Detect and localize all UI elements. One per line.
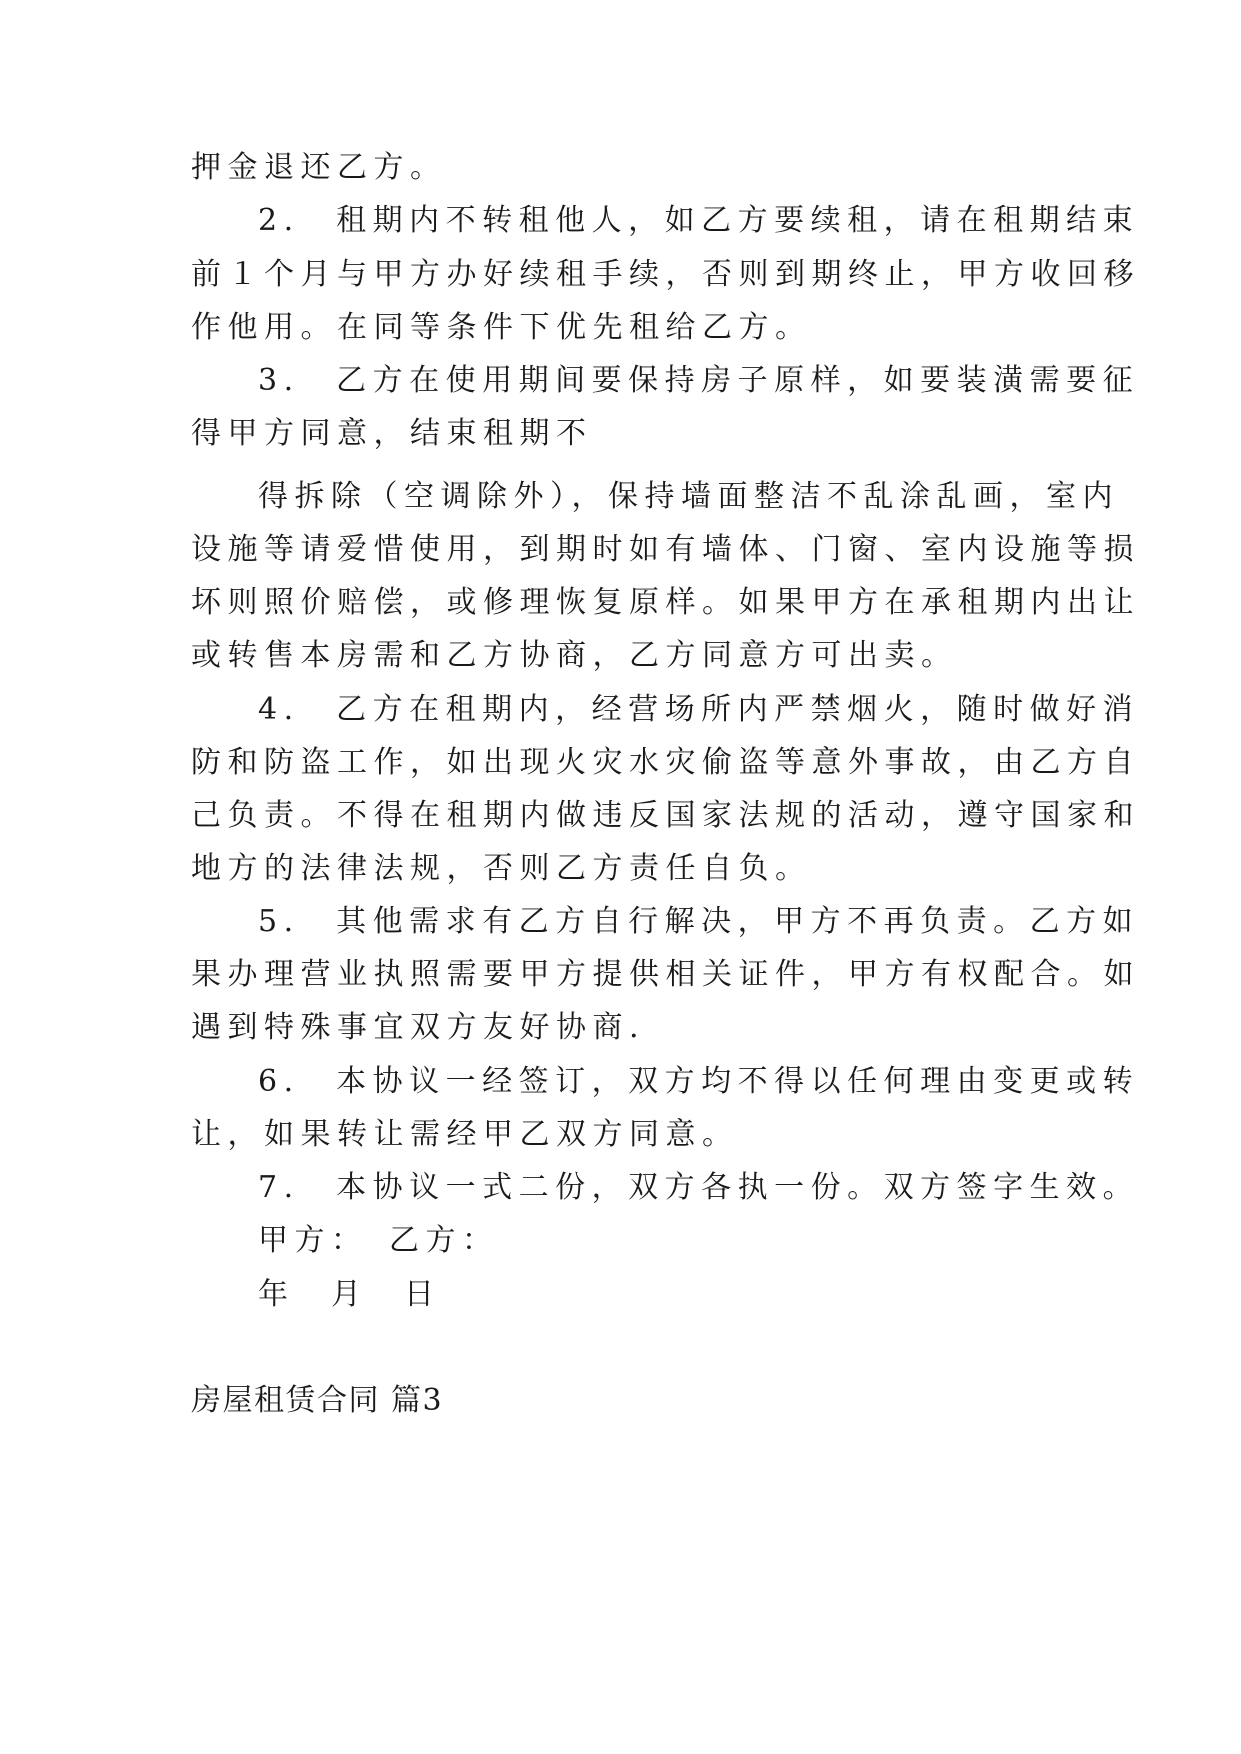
clause-3-line-3: 得拆除（空调除外），保持墙面整洁不乱涂乱画，室内 (258, 479, 1119, 514)
clause-3-line-4: 设施等请爱惜使用，到期时如有墙体、门窗、室内设施等损 (191, 532, 1140, 567)
clause-3-line-6: 或转售本房需和乙方协商，乙方同意方可出卖。 (191, 638, 958, 673)
clause-4-line-2: 防和防盗工作，如出现火灾水灾偷盗等意外事故，由乙方自 (191, 745, 1140, 780)
clause-7-line-1: 7. 本协议一式二份，双方各执一份。双方签字生效。 (258, 1170, 1140, 1205)
clause-5-line-3: 遇到特殊事宜双方友好协商. (191, 1010, 646, 1045)
clause-2-line-3: 作他用。在同等条件下优先租给乙方。 (191, 310, 812, 345)
clause-3-line-5: 坏则照价赔偿，或修理恢复原样。如果甲方在承租期内出让 (191, 585, 1140, 620)
text-line-1: 押金退还乙方。 (191, 150, 447, 185)
clause-2-line-2: 前１个月与甲方办好续租手续，否则到期终止，甲方收回移 (191, 257, 1140, 292)
clause-6-line-1: 6. 本协议一经签订，双方均不得以任何理由变更或转 (258, 1064, 1140, 1099)
clause-3-line-1: 3. 乙方在使用期间要保持房子原样，如要装潢需要征 (258, 363, 1140, 398)
section-title: 房屋租赁合同 篇3 (191, 1383, 444, 1418)
clause-4-line-3: 己负责。不得在租期内做违反国家法规的活动，遵守国家和 (191, 798, 1140, 833)
signature-parties: 甲方： 乙方： (258, 1223, 499, 1258)
clause-5-line-2: 果办理营业执照需要甲方提供相关证件，甲方有权配合。如 (191, 957, 1140, 992)
clause-3-line-2: 得甲方同意，结束租期不 (191, 416, 593, 451)
clause-2-line-1: 2. 租期内不转租他人，如乙方要续租，请在租期结束 (258, 203, 1140, 238)
clause-4-line-1: 4. 乙方在租期内，经营场所内严禁烟火，随时做好消 (258, 692, 1140, 727)
clause-4-line-4: 地方的法律法规，否则乙方责任自负。 (191, 851, 812, 886)
clause-5-line-1: 5. 其他需求有乙方自行解决，甲方不再负责。乙方如 (258, 904, 1140, 939)
signature-date: 年 月 日 (258, 1277, 441, 1312)
clause-6-line-2: 让，如果转让需经甲乙双方同意。 (191, 1117, 739, 1152)
